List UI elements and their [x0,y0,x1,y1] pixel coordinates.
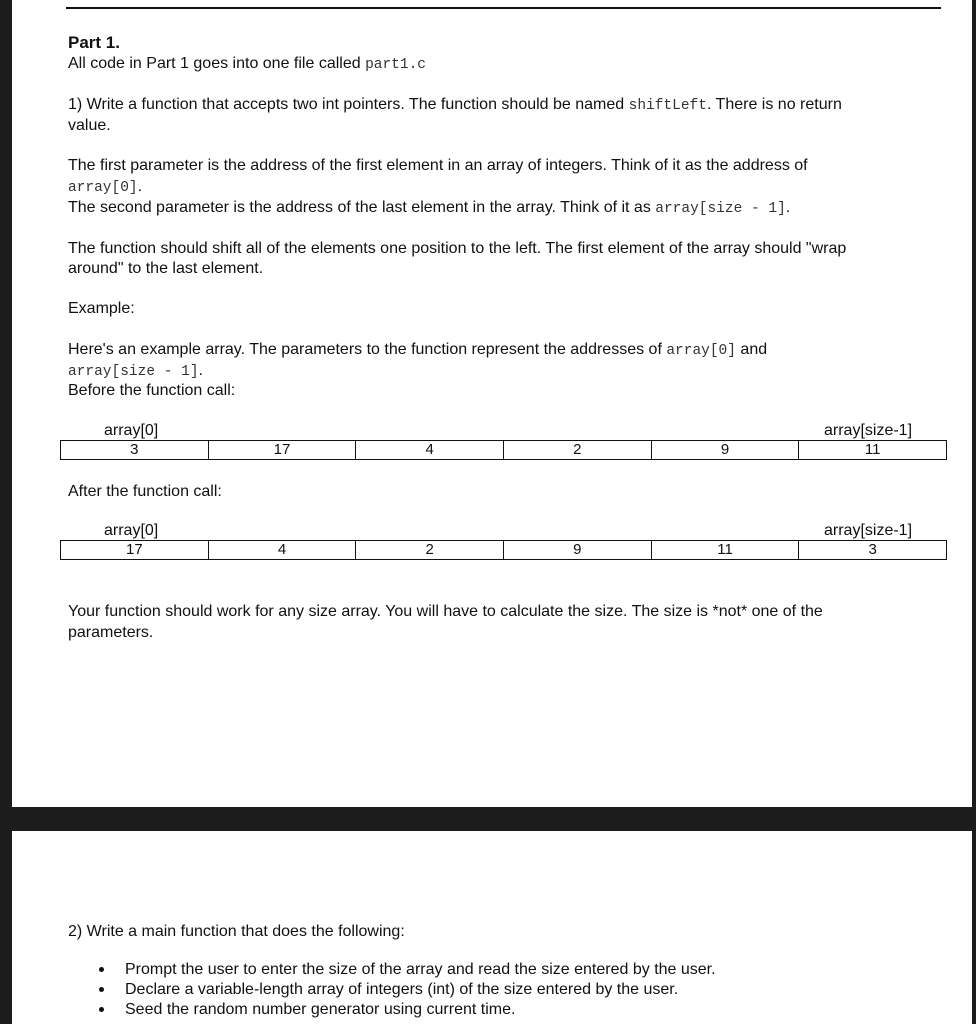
list-item-text: Prompt the user to enter the size of the array and read the size entered by the user. [125,961,716,978]
bullet-icon [99,967,104,972]
list-item-text: Seed the random number generator using current time. [125,1001,516,1018]
array-cell: 3 [130,441,139,458]
period: . [198,362,203,379]
shift-line2: around" to the last element. [68,260,264,277]
list-item [68,980,716,1000]
period: . [785,199,791,216]
array-cell: 4 [355,441,503,459]
and-text: and [735,341,768,358]
question-1-line [68,94,842,117]
array-cell: 4 [208,541,356,559]
top-rule [66,7,941,9]
array-cell: 9 [503,541,651,559]
array-last-code: array[size - 1] [68,364,199,380]
any-size-line1: Your function should work for any size array. You will have to calculate the size. The size is *not* one of the [68,603,823,620]
param2-text: The second parameter is the address of the last element in the array. Think of it as [68,199,656,216]
intro-text: All code in Part 1 goes into one file called [68,55,366,72]
param1-line: The first parameter is the address of the first element in an array of integers. Think of it as the address of [68,157,808,174]
list-item [68,960,716,980]
array-cell: 9 [651,441,799,459]
after-first-label: array[0] [104,522,159,539]
array-cell: 11 [651,541,799,559]
function-name-code: shiftLeft [628,98,707,114]
array-cell: 3 [798,541,946,559]
document-page-2 [12,831,972,1024]
document-page-1 [12,0,972,807]
list-item-text: Declare a variable-length array of integers (int) of the size entered by the user. [125,981,679,998]
part-title: Part 1. [68,33,120,52]
param1-code-line [68,176,142,199]
example-heading: Example: [68,300,135,317]
array-cell: 17 [125,541,143,558]
any-size-line2: parameters. [68,624,154,641]
bullet-icon [99,987,104,992]
array-cell: 2 [503,441,651,459]
before-array-table [60,440,947,460]
list-item [68,1000,716,1020]
param2-line [68,197,790,220]
array-cell: 17 [208,441,356,459]
array-last-code: array[size - 1] [655,201,786,217]
example-intro-text: Here's an example array. The parameters to the function represent the addresses of [68,341,667,358]
filename-code: part1.c [365,57,426,73]
q1-text: 1) Write a function that accepts two int pointers. The function should be named [68,96,629,113]
shift-line1: The function should shift all of the elements one position to the left. The first element of the array should "wrap [68,240,847,257]
after-array-table [60,540,947,560]
array-cell: 11 [798,441,946,459]
before-label: Before the function call: [68,382,236,399]
q1-suffix: . There is no return [706,96,842,113]
array0-code: array[0] [666,343,736,359]
before-first-label: array[0] [104,422,159,439]
bullet-icon [99,1007,104,1012]
period: . [137,178,143,195]
intro-line [68,53,426,76]
question-2-line: 2) Write a main function that does the following: [68,923,405,940]
after-last-label: array[size-1] [824,522,913,539]
array-cell: 2 [355,541,503,559]
question-1-line2: value. [68,117,111,134]
after-label: After the function call: [68,483,222,500]
requirements-list [68,960,716,1020]
example-intro-line [68,339,767,362]
before-last-label: array[size-1] [824,422,913,439]
array0-code: array[0] [68,180,138,196]
